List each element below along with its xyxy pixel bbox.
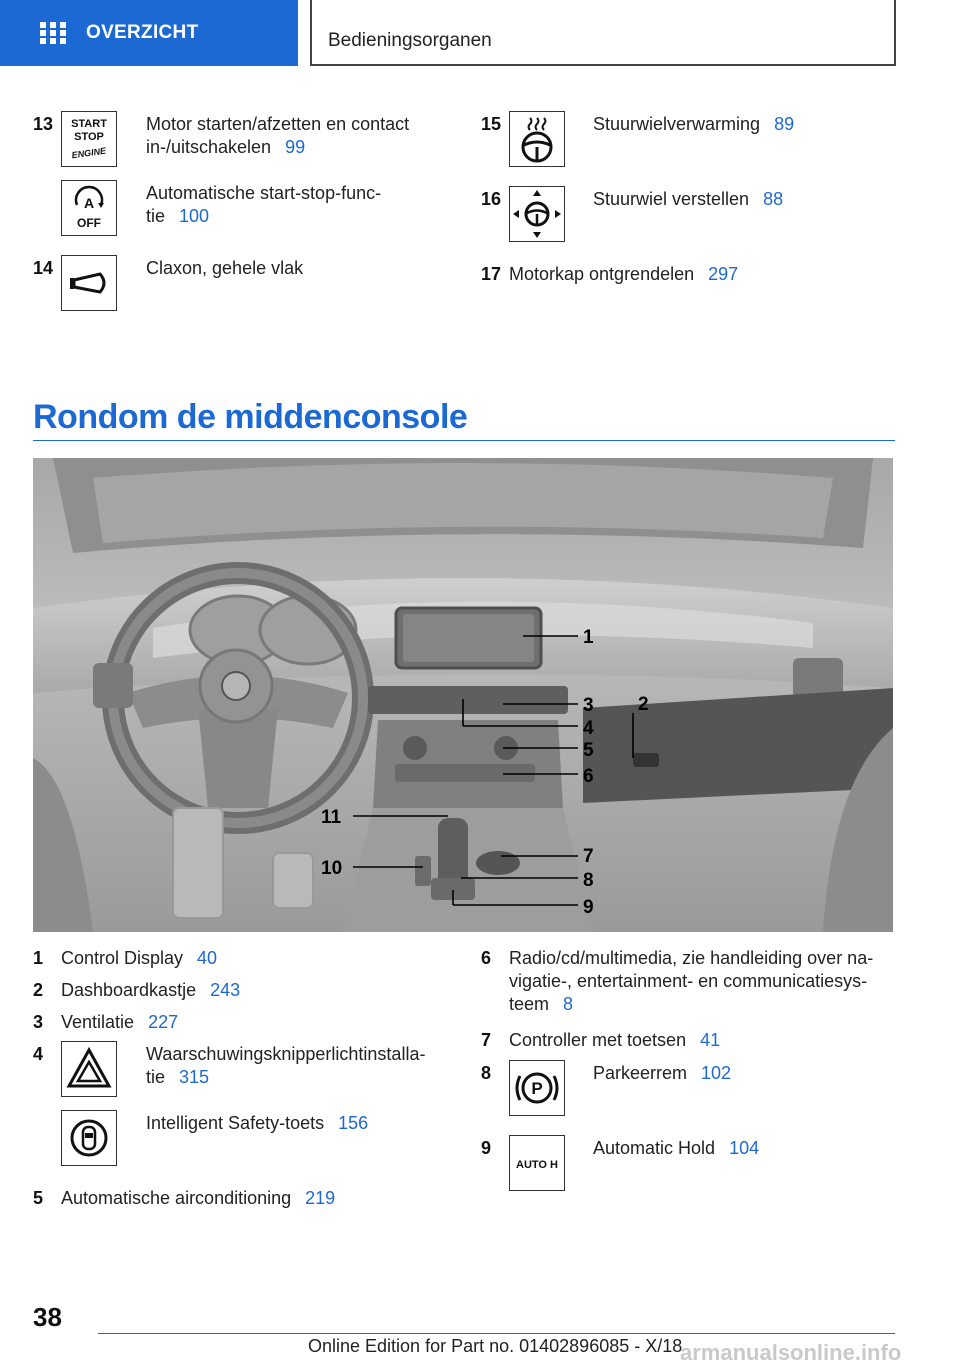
item-number: 6 — [481, 948, 492, 968]
auto-start-stop-off-icon — [61, 180, 117, 236]
steering-wheel-heating-icon — [509, 111, 565, 167]
item-description — [593, 188, 783, 211]
item-description — [509, 1029, 720, 1052]
item-number: 17 — [481, 264, 502, 284]
item-number: 4 — [33, 1044, 44, 1064]
callout-number: 6 — [583, 766, 594, 787]
steering-wheel-adjust-icon — [509, 186, 565, 242]
desc-line: teem — [509, 994, 550, 1014]
item-description — [146, 1043, 425, 1089]
section-title: Rondom de middenconsole — [33, 398, 468, 436]
page-reference-link[interactable]: 89 — [774, 114, 795, 134]
page-reference-link[interactable]: 315 — [179, 1067, 210, 1087]
chapter-title: Bedieningsorganen — [328, 30, 492, 51]
callout-number: 1 — [583, 627, 594, 648]
item-number: 15 — [481, 114, 502, 134]
page-reference-link[interactable]: 88 — [763, 189, 784, 209]
icon-line: A — [83, 195, 95, 211]
item-number: 13 — [33, 114, 54, 134]
page-reference-link[interactable]: 41 — [700, 1030, 721, 1050]
item-number: 1 — [33, 948, 44, 968]
item-description — [146, 113, 409, 159]
item-description — [593, 113, 794, 136]
desc-line: Intelligent Safety-toets — [146, 1113, 325, 1133]
item-number: 9 — [481, 1138, 492, 1158]
desc-line: Waarschuwingsknipperlichtinstalla- — [146, 1044, 426, 1064]
item-number: 7 — [481, 1030, 492, 1050]
section-label: OVERZICHT — [86, 22, 199, 43]
item-number: 16 — [481, 189, 502, 209]
desc-line: Controller met toetsen — [509, 1030, 687, 1050]
parking-brake-icon — [509, 1060, 565, 1116]
item-number: 3 — [33, 1012, 44, 1032]
desc-line: Automatic Hold — [593, 1138, 716, 1158]
section-divider — [33, 440, 895, 441]
item-number: 5 — [33, 1188, 44, 1208]
page-reference-link[interactable]: 8 — [563, 994, 574, 1014]
desc-line: Motorkap ontgrendelen — [509, 264, 695, 284]
desc-line: Radio/cd/multimedia, zie handleiding over na- — [509, 948, 874, 968]
page-reference-link[interactable]: 297 — [708, 264, 739, 284]
center-console-illustration — [33, 458, 893, 932]
item-number: 8 — [481, 1063, 492, 1083]
item-description — [146, 182, 381, 228]
item-description — [61, 947, 217, 970]
desc-line: in-/uitschakelen — [146, 137, 272, 157]
item-description — [61, 979, 240, 1002]
svg-text:P: P — [531, 1079, 543, 1098]
grid-menu-icon — [40, 22, 66, 44]
item-description: Claxon, gehele vlak — [146, 258, 304, 278]
desc-line: Parkeerrem — [593, 1063, 688, 1083]
item-description — [146, 1112, 368, 1135]
desc-line: vigatie-, entertainment- en communicatiesys- — [509, 971, 868, 991]
section-tab[interactable] — [0, 0, 298, 66]
item-description — [61, 1011, 178, 1034]
item-description — [509, 263, 738, 286]
watermark: armanualsonline.info — [680, 1340, 902, 1362]
desc-line: tie — [146, 1067, 166, 1087]
desc-line: Dashboardkastje — [61, 980, 197, 1000]
item-description — [593, 1062, 731, 1085]
icon-line: STOP — [74, 131, 104, 143]
desc-line: Automatische airconditioning — [61, 1188, 292, 1208]
page-reference-link[interactable]: 40 — [197, 948, 218, 968]
item-number: 14 — [33, 258, 54, 278]
callout-number: 4 — [583, 718, 594, 739]
page-reference-link[interactable]: 104 — [729, 1138, 760, 1158]
footer-divider — [98, 1333, 895, 1334]
hazard-warning-icon — [61, 1041, 117, 1097]
item-description — [593, 1137, 759, 1160]
desc-line: tie — [146, 206, 166, 226]
intelligent-safety-icon — [61, 1110, 117, 1166]
page-reference-link[interactable]: 243 — [210, 980, 241, 1000]
page-reference-link[interactable]: 99 — [285, 137, 306, 157]
chapter-header — [310, 0, 896, 66]
callout-number: 9 — [583, 897, 594, 918]
edition-info: Online Edition for Part no. 01402896085 - X/18 — [308, 1336, 683, 1356]
desc-line: Control Display — [61, 948, 184, 968]
start-stop-engine-icon — [61, 111, 117, 167]
callout-number: 8 — [583, 870, 594, 891]
auto-hold-icon — [509, 1135, 565, 1191]
icon-line: OFF — [77, 216, 101, 230]
page-reference-link[interactable]: 102 — [701, 1063, 732, 1083]
desc-line: Stuurwiel verstellen — [593, 189, 750, 209]
desc-line: Ventilatie — [61, 1012, 135, 1032]
icon-line: ENGINE — [71, 145, 107, 161]
icon-line: START — [71, 118, 107, 130]
desc-line: Stuurwielverwarming — [593, 114, 761, 134]
callout-number: 10 — [321, 858, 343, 879]
callout-number: 2 — [638, 694, 649, 715]
callout-number: 7 — [583, 846, 594, 867]
callout-number: 5 — [583, 740, 594, 761]
page-reference-link[interactable]: 227 — [148, 1012, 179, 1032]
desc-line: Motor starten/afzetten en contact — [146, 114, 410, 134]
page-reference-link[interactable]: 219 — [305, 1188, 336, 1208]
page-reference-link[interactable]: 100 — [179, 206, 210, 226]
page-reference-link[interactable]: 156 — [338, 1113, 369, 1133]
callout-number: 3 — [583, 695, 594, 716]
item-number: 2 — [33, 980, 44, 1000]
page-number: 38 — [33, 1302, 62, 1332]
item-description — [509, 947, 873, 1016]
icon-text: AUTO H — [516, 1159, 558, 1171]
callout-number: 11 — [321, 807, 342, 828]
desc-line: Automatische start-stop-func- — [146, 183, 382, 203]
item-description — [61, 1187, 335, 1210]
horn-icon — [61, 255, 117, 311]
